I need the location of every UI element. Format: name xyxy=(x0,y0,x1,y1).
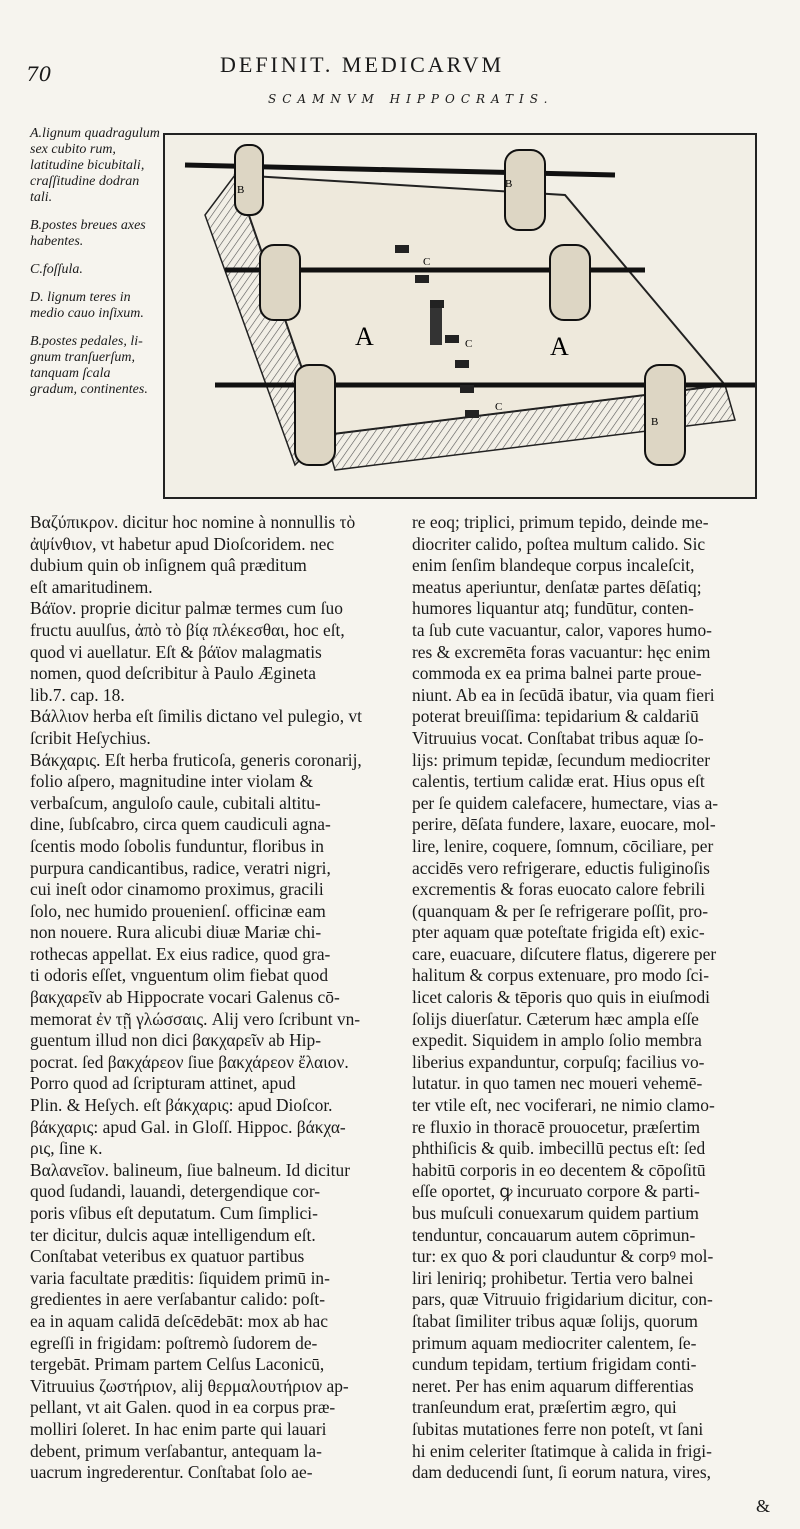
legend-item-d: D. lignum teres in medio cauo inſixum. xyxy=(30,290,144,321)
left-column-line: debent, primum verſabantur, antequam la- xyxy=(30,1440,322,1461)
figure-label-a1: A xyxy=(355,322,374,351)
left-column-line: quod vi auellatur. Eſt & βάϊον malagmatis xyxy=(30,641,322,662)
left-column-line: Βαλανεῖον. balineum, ſiue balneum. Id dicitur xyxy=(30,1159,350,1180)
right-column-line: tur: ex quo & pori clauduntur & corpꝰ mol- xyxy=(412,1246,714,1267)
left-column-line: tergebāt. Primam partem Celſus Laconicū, xyxy=(30,1354,325,1375)
left-column-line: lib.7. cap. 18. xyxy=(30,684,125,705)
figure-legend xyxy=(30,126,160,410)
right-column-line: pter aquam quæ poteſtate frigida eſt) exic- xyxy=(412,922,705,943)
figure-label-a2: A xyxy=(550,332,569,361)
left-column-line: cui ineſt odor cinamomo proximus, gracili xyxy=(30,879,324,900)
bench-woodcut xyxy=(165,135,755,497)
left-column-line: ſcribit Heſychius. xyxy=(30,727,151,748)
right-column-line: neret. Per has enim aquarum differentias xyxy=(412,1375,694,1396)
left-column-line: ſolo, nec humido prouenienſ. officinæ eam xyxy=(30,900,326,921)
left-column-line: ἀψίνθιον, vt habetur apud Dioſcoridem. nec xyxy=(30,533,335,554)
right-column-line: Vitruuius vocat. Conſtabat tribus aquæ ſo- xyxy=(412,727,704,748)
left-column-line: Plin. & Heſych. eſt βάκχαρις: apud Dioſcor. xyxy=(30,1095,333,1116)
figure-label-c3: C xyxy=(495,401,503,413)
right-column xyxy=(412,512,772,1484)
right-column-line: dam deducendi ſunt, ſi eorum natura, vires, xyxy=(412,1462,711,1483)
figure-label-c1: C xyxy=(423,256,431,268)
catchword: & xyxy=(755,1496,770,1516)
left-column-line: dine, ſubſcabro, circa quem caudiculi agna- xyxy=(30,814,331,835)
left-column-line: dubium quin ob inſignem quâ præditum xyxy=(30,555,307,576)
left-column-line: purpura candicantibus, radice, veratri nigri, xyxy=(30,857,331,878)
left-column-line: βάκχαρις: apud Gal. in Gloſſ. Hippoc. βάκχα- xyxy=(30,1116,346,1137)
left-column-line: quod ſudandi, lauandi, detergendique cor- xyxy=(30,1181,321,1202)
legend-item-b: B.postes breues axes habentes. xyxy=(30,218,146,249)
left-column-line: βακχαρεῖν ab Hippocrate vocari Galenus cō- xyxy=(30,987,340,1008)
right-column-line: ſubitas mutationes ferre non poteſt, vt ſani xyxy=(412,1418,704,1439)
left-column xyxy=(30,512,396,1484)
figure-title: SCAMNVM HIPPOCRATIS. xyxy=(268,92,554,106)
left-column-line: egreſſi in frigidam: poſtremò ſudorem de- xyxy=(30,1332,318,1353)
page-number: 70 xyxy=(26,62,52,86)
right-column-line: meatus aperiuntur, denſatæ partes dēſatiq; xyxy=(412,576,702,597)
right-column-line: phthiſicis & quib. imbecillū pectus eſt: ſed xyxy=(412,1138,706,1159)
right-column-line: ter vtile eſt, nec vociferari, ne nimio clamo- xyxy=(412,1095,715,1116)
right-column-line: enim ſenſim blandeque corpus incaleſcit, xyxy=(412,555,695,576)
left-column-line: verbaſcum, anguloſo caule, cubitali altitu- xyxy=(30,792,321,813)
right-column-line: lutatur. in quo tamen nec moueri vehemē- xyxy=(412,1073,703,1094)
right-column-line: care, euacuare, diſcutere flatus, digerere per xyxy=(412,943,717,964)
left-column-line: pocrat. ſed βακχάρεον ſiue βακχάρεον ἔλαιον. xyxy=(30,1051,349,1072)
right-column-line: licet caloris & tēporis quo quis in eiuſmodi xyxy=(412,987,711,1008)
right-column-line: re fluxio in thoracē prouocetur, præſertim xyxy=(412,1116,701,1137)
right-column-line: calentis, tertium calidæ erat. Hius opus eſt xyxy=(412,771,705,792)
legend-item-b2: B.postes pedales, lignum tranſuerſum, tanquam ſcala gradum, continentes. xyxy=(30,334,148,397)
left-column-line: ti odoris eſſet, vnguentum olim fiebat quod xyxy=(30,965,329,986)
left-column-line: ρις, ſine κ. xyxy=(30,1138,103,1159)
right-column-line: habitū corporis in eo decentem & cōpoſitū xyxy=(412,1159,706,1180)
legend-item-a: A.lignum quadragulum sex cubito rum, latitudine bicubitali, craſſitudine dodran tali. xyxy=(30,126,160,205)
right-column-line: diocriter calido, poſtea multum calido. Sic xyxy=(412,533,706,554)
left-column-line: Βάλλιον herba eſt ſimilis dictano vel pulegio, vt xyxy=(30,706,362,727)
left-column-line: Porro quod ad ſcripturam attinet, apud xyxy=(30,1073,296,1094)
right-column-line: perire, dēſata fundere, laxare, euocare, mol- xyxy=(412,814,716,835)
left-column-line: Βαζύπικρον. dicitur hoc nomine à nonnullis τὸ xyxy=(30,512,356,532)
left-column-line: guentum illud non dici βακχαρεῖν ab Hip- xyxy=(30,1030,321,1051)
left-column-line: ter dicitur, dulcis aquæ intelligendum eſt. xyxy=(30,1224,316,1245)
right-column-line: primum aquam mediocriter calentem, ſe- xyxy=(412,1332,697,1353)
left-column-line: Conſtabat veteribus ex quatuor partibus xyxy=(30,1246,305,1267)
right-column-line: liberius expanduntur, corpuſq; facilius vo- xyxy=(412,1051,705,1072)
right-column-line: ta ſub cute vacuantur, calor, vapores humo- xyxy=(412,619,712,640)
right-column-line: humores liquantur atq; fundūtur, conten- xyxy=(412,598,694,619)
figure-label-b2: B xyxy=(505,178,513,190)
right-column-line: liri leniriq; prohibetur. Tertia vero balnei xyxy=(412,1267,694,1288)
left-column-line: non nouere. Rura alicubi diuæ Mariæ chi- xyxy=(30,922,322,943)
right-column-line: ſtabat ſimiliter tribus aquæ ſolijs, quorum xyxy=(412,1310,698,1331)
left-column-line: folio aſpero, magnitudine inter violam & xyxy=(30,771,314,792)
figure-label-b3: B xyxy=(651,416,659,428)
right-column-line: excrementis & foras euocato calore febrili xyxy=(412,879,706,900)
right-column-line: niunt. Ab ea in ſecūdā ibatur, via quam fieri xyxy=(412,684,715,705)
right-column-line: eſſe oportet, ꝙ incuruato corpore & parti- xyxy=(412,1181,700,1202)
left-column-line: memorat ἐν τῇ γλώσσαις. Alij vero ſcribunt vn- xyxy=(30,1008,361,1029)
left-column-line: gredientes in aere verſabantur calido: poſt- xyxy=(30,1289,326,1310)
running-head: DEFINIT. MEDICARVM xyxy=(220,52,505,77)
left-column-line: Βάκχαρις. Eſt herba fruticoſa, generis coronarij, xyxy=(30,749,362,770)
figure-label-b1: B xyxy=(237,184,245,196)
right-column-line: pars, quæ Vitruuio frigidarium dicitur, con- xyxy=(412,1289,713,1310)
left-column-line: molliri ſoleret. In hac enim parte qui lauari xyxy=(30,1418,327,1439)
left-column-line: poris vſibus eſt deputatum. Cum ſimplici- xyxy=(30,1203,318,1223)
left-column-line: ſcentis modo ſobolis funduntur, floribus in xyxy=(30,835,324,856)
right-column-line: tranſeundum erat, præſertim ægro, qui xyxy=(412,1397,677,1418)
left-column-line: fructu auulſus, ἀπὸ τὸ βίᾳ πλέκεσθαι, hoc eſt, xyxy=(30,619,345,640)
right-column-line: expedit. Siquidem in amplo ſolio membra xyxy=(412,1030,702,1051)
left-column-line: uacrum ingrederentur. Conſtabat ſolo ae- xyxy=(30,1462,313,1483)
right-column-line: ſolijs diuerſatur. Cæterum hæc ampla eſſe xyxy=(412,1008,699,1029)
right-column-line: hi enim celeriter ſtatimque à calida in frigi- xyxy=(412,1440,712,1461)
right-column-line: lire, lenire, coquere, ſomnum, cōciliare, per xyxy=(412,835,714,856)
right-column-line: re eoq; triplici, primum tepido, deinde me- xyxy=(412,512,709,532)
left-column-line: pellant, vt ait Galen. quod in ea corpus præ- xyxy=(30,1397,336,1418)
left-column-line: varia facultate præditis: ſiquidem primū in- xyxy=(30,1267,330,1288)
figure-label-c2: C xyxy=(465,338,473,350)
right-column-line: halitum & corpus extenuare, pro modo ſci- xyxy=(412,965,710,986)
right-column-line: poterat breuiſſima: tepidarium & caldariū xyxy=(412,706,699,727)
left-column-line: ea in aquam calidā deſcēdebāt: mox ab hac xyxy=(30,1310,328,1331)
right-column-line: bus muſculi conuexarum quidem partium xyxy=(412,1203,699,1223)
right-column-line: res & excremēta foras vacuantur: hęc enim xyxy=(412,641,711,662)
left-column-line: eſt amaritudinem. xyxy=(30,576,153,597)
right-column-line: cundum tepidam, tertium frigidam conti- xyxy=(412,1354,697,1375)
right-column-line: accidēs vero refrigerare, eductis fuliginoſis xyxy=(412,857,710,878)
left-column-line: Βάϊον. proprie dicitur palmæ termes cum ſuo xyxy=(30,598,343,619)
left-column-line: nomen, quod deſcribitur à Paulo Ægineta xyxy=(30,663,316,684)
right-column-line: per ſe quidem calefacere, humectare, vias a- xyxy=(412,792,719,813)
left-column-line: rothecas appellat. Ex eius radice, quod gra- xyxy=(30,943,331,964)
right-column-line: tenduntur, concauarum autem cōprimun- xyxy=(412,1224,696,1245)
bench-illustration xyxy=(163,133,757,499)
right-column-line: lijs: primum tepidæ, ſecundum mediocriter xyxy=(412,749,711,770)
right-column-line: (quanquam & per ſe refrigerare poſſit, pro- xyxy=(412,900,708,921)
right-column-line: commoda ex ea prima balnei parte proue- xyxy=(412,663,702,684)
left-column-line: Vitruuius ζωστήριον, alij θερμαλουτήριον ap- xyxy=(30,1375,349,1396)
legend-item-c: C.foſſula. xyxy=(30,262,83,277)
